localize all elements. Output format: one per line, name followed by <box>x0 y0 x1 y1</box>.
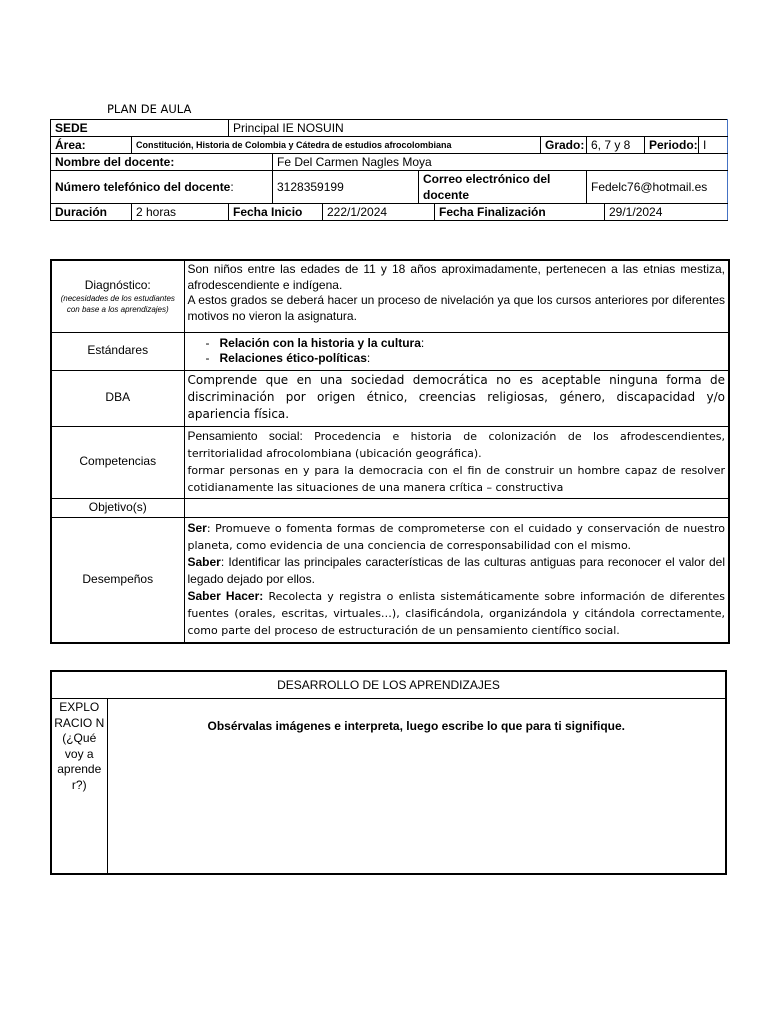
desarrollo-title: DESARROLLO DE LOS APRENDIZAJES <box>51 671 726 699</box>
estandar-item: - Relación con la historia y la cultura : <box>205 335 425 350</box>
fecha-fin-value: 29/1/2024 <box>605 204 728 221</box>
duracion-label: Duración <box>51 204 132 221</box>
diagnostico-sub: (necesidades de los estudiantes con base a los aprendizajes) <box>60 294 175 314</box>
competencias-label: Competencias <box>51 426 184 498</box>
telefono-label: Número telefónico del docente: <box>51 171 273 204</box>
exploracion-instruction: Obsérvalas imágenes e interpreta, luego escribe lo que para ti signifique. <box>107 699 726 875</box>
dba-text: Comprende que en una sociedad democrática no es aceptable ninguna forma de discriminación por origen étnico, creencias religiosas, género, discapacidad y/o apariencia física. <box>184 370 729 426</box>
periodo-value: I <box>699 137 728 154</box>
diagnostico-label: Diagnóstico: <box>84 277 151 292</box>
info-table <box>50 259 730 644</box>
desempenos-text: Ser: Promueve o fomenta formas de comprometerse con el cuidado y conservación de nuestro planeta, como evidencia de una conciencia de corresponsabilidad con el mismo. Saber: Identificar las principales características de las culturas antiguas para reconocer el valor del legado dejado por ellos. Saber Hacer: Recolecta y registra o enlista sistemáticamente sobre información de diferentes fuentes (orales, escritas, virtuales…), clasificándola, organizándola y citándola correctamente, como parte del proceso de estructuración de un pensamiento científico social. <box>184 517 729 643</box>
docente-value: Fe Del Carmen Nagles Moya <box>273 154 728 171</box>
desempenos-label: Desempeños <box>51 517 184 643</box>
estandares-list <box>184 332 729 370</box>
telefono-value: 3128359199 <box>273 171 419 204</box>
estandares-label: Estándares <box>51 332 184 370</box>
periodo-label: Periodo: <box>645 137 699 154</box>
fecha-inicio-value: 222/1/2024 <box>323 204 435 221</box>
diagnostico-text: Son niños entre las edades de 11 y 18 años aproximadamente, pertenecen a las etnias mestiza, afrodescendiente e indígena. A estos grados se deberá hacer un proceso de nivelación ya que los cursos anteriores por diferentes motivos no vieron la asignatura. <box>184 260 729 332</box>
grado-value: 6, 7 y 8 <box>587 137 645 154</box>
objetivo-label: Objetivo(s) <box>51 498 184 517</box>
desarrollo-table <box>50 670 727 875</box>
sede-value: Principal IE NOSUIN <box>229 120 728 137</box>
area-label: Área: <box>51 137 132 154</box>
plan-title: PLAN DE AULA <box>107 102 192 116</box>
fecha-inicio-label: Fecha Inicio <box>229 204 323 221</box>
area-value: Constitución, Historia de Colombia y Cátedra de estudios afrocolombiana <box>132 137 541 154</box>
header-table <box>50 119 728 221</box>
duracion-value: 2 horas <box>132 204 229 221</box>
grado-label: Grado: <box>541 137 587 154</box>
dba-label: DBA <box>51 370 184 426</box>
competencias-text: Pensamiento social: Procedencia e historia de colonización de los afrodescendientes, territorialidad afrocolombiana (ubicación geográfica). formar personas en y para la democracia con el fin de construir un hombre capaz de resolver cotidianamente las situaciones de una manera crítica – constructiva <box>184 426 729 498</box>
correo-value: Fedelc76@hotmail.es <box>587 171 728 204</box>
objetivo-value <box>184 498 729 517</box>
fecha-fin-label: Fecha Finalización <box>435 204 605 221</box>
sede-label: SEDE <box>51 120 229 137</box>
correo-label: Correo electrónico del docente <box>419 171 587 204</box>
docente-label: Nombre del docente: <box>51 154 273 171</box>
diagnostico-cell <box>51 260 184 332</box>
estandar-item: - Relaciones ético-políticas : <box>205 351 371 365</box>
exploracion-label: EXPLO RACIO N (¿Qué voy a aprende r?) <box>51 699 107 875</box>
